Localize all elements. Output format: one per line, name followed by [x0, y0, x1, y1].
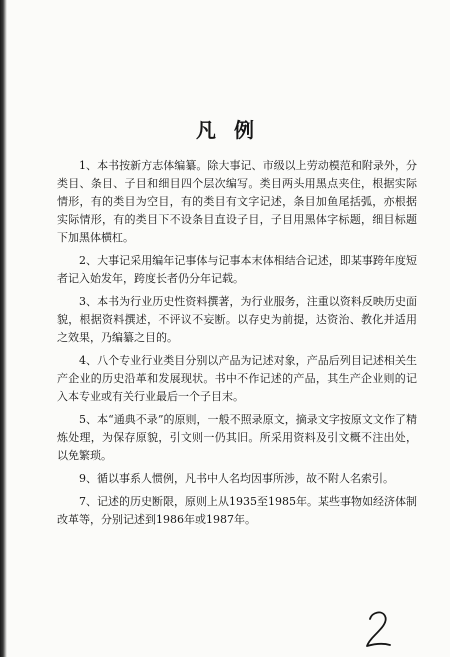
document-body [57, 157, 417, 529]
paragraph-6: 9、循以事系人惯例，凡书中人名均因事所涉，故不附人名索引。 [79, 472, 394, 485]
paragraph-4: 4、八个专业行业类目分别以产品为记述对象，产品后列目记述相关生产企业的历史沿革和发展现状。书中不作记述的产品，其生产企业则的记入本专业或有关行业最后一个子目末。 [57, 354, 417, 403]
paragraph-1: 1、本书按新方志体编纂。除大事记、市级以上劳动模范和附录外，分类目、条目、子目和细目四个层次编写。类目两头用黑点夹住，根据实际情形，有的类目为空目，有的类目有文字记述，条目加鱼尾括弧，亦根据实际情形，有的类目下不设条目直设子目，子目用黑体字标题，细目标题下加黑体横杠。 [57, 159, 417, 244]
page-title: 凡例 [196, 118, 272, 142]
paragraph-7: 7、记述的历史断限，原则上从1935至1985年。某些事物如经济体制改革等，分别记述到1986年或1987年。 [57, 495, 417, 526]
book-spine-edge [0, 0, 7, 657]
paragraph-5: 5、本“通典不录”的原则，一般不照录原文，摘录文字按原文文作了精炼处理，为保存原貌，引文则一仍其旧。所采用资料及引文概不注出处，以免繁琐。 [57, 413, 417, 462]
paragraph-3: 3、本书为行业历史性资料撰著，为行业服务，注重以资料反映历史面貌，根据资料撰述，不评议不妄断。以存史为前提，达资治、教化并适用之效果，乃编纂之目的。 [57, 295, 417, 344]
paragraph-2: 2、大事记采用编年记事体与记事本末体相结合记述，即某事跨年度短者记入始发年，跨度长者仍分年记载。 [57, 254, 417, 285]
handwritten-page-number [362, 607, 396, 651]
